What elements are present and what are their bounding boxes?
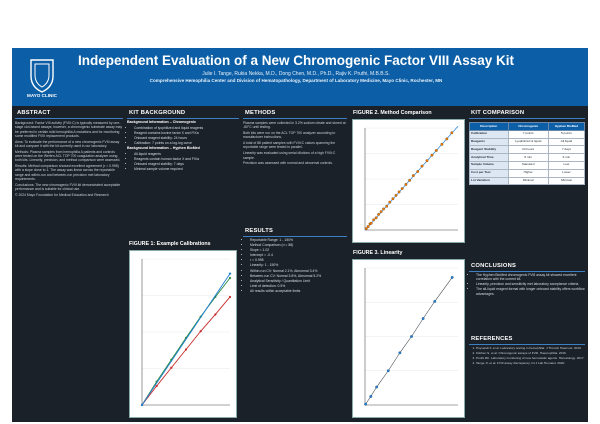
table-cell: Lyophilized & liquid <box>508 138 548 146</box>
list-item: • Combination of lyophilized and liquid reagents <box>134 126 239 130</box>
data-point <box>214 313 216 315</box>
methods-heading: METHODS <box>243 109 347 119</box>
table-row <box>470 169 585 177</box>
table-cell: Reagent Stability <box>470 146 509 154</box>
mayo-clinic-logo <box>20 56 64 100</box>
references-panel <box>469 335 585 419</box>
results-panel <box>243 227 347 419</box>
data-point <box>382 208 385 211</box>
data-point <box>431 154 434 157</box>
data-point <box>380 210 383 213</box>
methods-paragraph: Precision was assessed with normal and abnormal controls. <box>243 161 333 166</box>
figure1-panel <box>127 240 239 419</box>
table-cell: Reagents <box>470 138 509 146</box>
data-point <box>229 296 231 298</box>
results-heading: RESULTS <box>243 227 347 237</box>
table-cell: Calibration <box>470 130 509 138</box>
table-row <box>470 146 585 154</box>
data-point <box>416 170 419 173</box>
table-cell: Analytical Time <box>470 154 509 162</box>
kit-background-heading: KIT BACKGROUND <box>127 109 239 119</box>
results-list <box>243 238 347 293</box>
kit-background-subheading: Background Information – Hyphen BioMed <box>127 146 200 151</box>
table-cell: Cost per Test <box>470 169 509 177</box>
references-heading: REFERENCES <box>469 335 585 345</box>
data-point <box>451 276 454 279</box>
list-item: • Minimal sample volume required <box>134 167 239 171</box>
abstract-paragraph: Methods: Plasma samples from hemophilia A patients and controls were tested on the Werfen ACL TOP 700 coagulation analyzer using both kits. Linearity, precision, and method comparison were assessed. <box>15 149 121 163</box>
data-point <box>422 317 425 320</box>
table-cell: 24 hours <box>508 146 548 154</box>
figure3-chart-box <box>352 259 465 418</box>
data-point <box>387 369 390 372</box>
abstract-paragraph: Background: Factor VIII activity (FVIII:C) is typically measured by one-stage clot-based assays; however, a chromogenic substrate assay may be preferred in certain mild hemophilia A mutations and for monitoring some modified FVIII replacement products. <box>15 121 123 138</box>
abstract-paragraph: Aims: To evaluate the performance of a new chromogenic FVIII assay kit and compare it with the kit currently used in our laboratory. <box>15 139 120 148</box>
reference-item: 4. Tange JI, et al. FVIII assay discrepancy. Int J Lab Hematol. 2020. <box>476 361 585 365</box>
table-cell: Sample Volume <box>470 161 509 169</box>
table-cell: Lower <box>548 169 584 177</box>
table-cell: Higher <box>508 169 548 177</box>
data-point <box>433 300 436 303</box>
table-cell: Low <box>548 161 584 169</box>
data-point <box>375 386 378 389</box>
abstract-paragraph: Results: Method comparison showed excellent agreement (r = 0.998) with a slope close to 1. The assay was linear across the reportable range and within-run and between-run precision met laboratory requirements. <box>15 164 119 182</box>
methods-paragraph: A total of 88 patient samples with FVIII:C values spanning the reportable range were tested in parallel. <box>243 141 336 150</box>
table-row <box>470 161 585 169</box>
table-header-cell: Description <box>470 123 509 131</box>
data-point <box>392 197 395 200</box>
data-point <box>421 165 424 168</box>
table-cell: All liquid <box>548 138 584 146</box>
abstract-heading: ABSTRACT <box>15 109 123 119</box>
poster-stage <box>12 48 588 422</box>
table-header-cell: Hyphen BioMed <box>548 123 584 131</box>
data-point <box>185 348 187 350</box>
methods-paragraph: Linearity was evaluated using serial dilutions of a high FVIII:C sample. <box>243 151 336 160</box>
poster-header <box>12 48 588 106</box>
data-point <box>364 403 367 406</box>
data-point <box>408 179 411 182</box>
kit-background-panel <box>127 109 239 237</box>
kit-comparison-panel <box>469 109 585 259</box>
data-point <box>229 273 231 275</box>
data-point <box>370 222 373 225</box>
data-point <box>229 277 231 279</box>
data-point <box>370 395 373 398</box>
list-item: • All results within acceptable limits <box>250 289 347 293</box>
methods-paragraph: Plasma samples were collected in 3.2% sodium citrate and stored at -80°C until testing. <box>243 121 346 130</box>
list-item: • Between-run CV: Normal 3.8%, Abnormal 5.2% <box>250 274 347 278</box>
data-point <box>398 191 401 194</box>
conclusions-heading: CONCLUSIONS <box>469 262 585 272</box>
table-row <box>470 138 585 146</box>
figure1-title: FIGURE 1: Example Calibrations <box>127 240 239 248</box>
figure2-chart <box>353 120 464 242</box>
list-item: • Slope = 1.02 <box>250 248 347 252</box>
list-item: • Calibration: 7 points on a log-log curve <box>134 141 239 145</box>
fit-line <box>366 277 453 404</box>
conclusions-panel <box>469 262 585 332</box>
table-cell: 7 points <box>508 130 548 138</box>
kit-background-subheading: Background Information – Chromogenix <box>127 120 196 124</box>
abstract-paragraph: Conclusions: The new chromogenic FVIII kit demonstrated acceptable performance and is suitable for clinical use. <box>15 182 121 192</box>
data-point <box>141 404 143 406</box>
reference-item: 1. Peyvandi F, et al. Laboratory testing in hemophilia. J Thromb Haemost. 2016. <box>476 346 585 350</box>
figure1-chart-box <box>129 250 237 418</box>
data-point <box>435 149 438 152</box>
kit-background-list <box>127 126 239 146</box>
poster-authors: Julie I. Tange, Rukia Nekka, M.D., Dong Chen, M.D., Ph.D., Rajiv K. Pruthi, M.B.B.S. <box>202 71 390 77</box>
data-point <box>367 225 370 228</box>
kit-comparison-table <box>469 122 585 185</box>
list-item: • The all-liquid reagent format with longer onboard stability offers workflow advantages. <box>476 287 585 296</box>
table-cell: Minimal <box>508 177 548 185</box>
list-item: • Reportable Range: 1 - 150% <box>250 238 347 242</box>
data-point <box>410 335 413 338</box>
figure3-title: FIGURE 3. Linearity <box>351 249 465 257</box>
table-cell: Minimal <box>548 177 584 185</box>
table-cell: Standard <box>508 161 548 169</box>
table-cell: 6 min <box>548 154 584 162</box>
data-point <box>170 367 172 369</box>
abstract-panel <box>15 109 123 419</box>
figure2-panel <box>351 109 465 244</box>
table-header-row <box>470 123 585 131</box>
list-item: • All-liquid reagents <box>134 152 239 156</box>
logo-text: MAYO CLINIC <box>27 93 57 98</box>
methods-paragraph: Both kits were run on the ACL TOP 700 analyzer according to manufacturer instructions. <box>243 131 336 140</box>
data-point <box>441 143 444 146</box>
abstract-body <box>15 121 123 197</box>
table-cell: 8 min <box>508 154 548 162</box>
list-item: • Limit of detection: 0.5% <box>250 284 347 288</box>
series-line <box>142 274 230 405</box>
abstract-paragraph: © 2024 Mayo Foundation for Medical Education and Research <box>15 192 109 197</box>
data-point <box>451 131 454 134</box>
reference-item: 3. Pruthi RK. Laboratory monitoring of new hemostatic agents. Hematology. 2017. <box>476 356 585 360</box>
list-item: • r = 0.998 <box>250 258 347 262</box>
data-point <box>156 385 158 387</box>
data-point <box>399 351 402 354</box>
data-point <box>389 201 392 204</box>
list-item: • Reagents contain human factor X and FIXa <box>134 157 239 161</box>
list-item: • The Hyphen BioMed chromogenic FVIII assay kit showed excellent correlation with the current kit. <box>476 273 585 282</box>
figure3-chart <box>353 260 464 417</box>
list-item: • Linearity: 1 - 150% <box>250 263 347 267</box>
table-row <box>470 177 585 185</box>
kit-background-list <box>127 152 239 172</box>
list-item: • Intercept = -0.4 <box>250 253 347 257</box>
list-item: • Method Comparison (n = 88) <box>250 243 347 247</box>
data-point <box>200 330 202 332</box>
conclusions-list <box>469 273 585 296</box>
figure1-chart <box>130 251 236 417</box>
list-item: • Linearity, precision and sensitivity met laboratory acceptance criteria. <box>476 282 585 286</box>
table-row <box>470 130 585 138</box>
methods-body <box>243 121 347 166</box>
data-point <box>377 213 380 216</box>
poster-title: Independent Evaluation of a New Chromogenic Factor VIII Assay Kit <box>77 53 515 68</box>
data-point <box>385 205 388 208</box>
list-item: • Within-run CV: Normal 2.1%, Abnormal 3.4% <box>250 269 347 273</box>
data-point <box>372 219 375 222</box>
table-cell: Lot Variation <box>470 177 509 185</box>
references-list <box>469 346 585 365</box>
poster-affiliation: Comprehensive Hemophilia Center and Division of Hematopathology, Department of Laboratory Medicine, Mayo Clinic, Rochester, MN <box>149 78 443 83</box>
reference-item: 2. Kitchen S, et al. Chromogenic assays of FVIII. Haemophilia. 2016. <box>476 351 585 355</box>
data-point <box>426 159 429 162</box>
table-header-cell: Chromogenix <box>508 123 548 131</box>
list-item: • Reagent contains bovine factor X and FIXa <box>134 131 239 135</box>
list-item: • Analytical Sensitivity / Quantitation Limit <box>250 279 347 283</box>
table-cell: 7 days <box>548 146 584 154</box>
data-point <box>395 194 398 197</box>
figure2-title: FIGURE 2. Method Comparison <box>351 109 465 117</box>
kit-comparison-heading: KIT COMPARISON <box>469 109 585 119</box>
list-item: • Onboard reagent stability: 7 days <box>134 162 239 166</box>
figure2-chart-box <box>352 119 465 243</box>
table-cell: 5 points <box>548 130 584 138</box>
figure3-panel <box>351 249 465 419</box>
data-point <box>405 183 408 186</box>
data-point <box>446 138 449 141</box>
data-point <box>412 174 415 177</box>
data-point <box>375 216 378 219</box>
series-line <box>142 297 230 405</box>
table-row <box>470 154 585 162</box>
methods-panel <box>243 109 347 225</box>
data-point <box>401 187 404 190</box>
list-item: • Onboard reagent stability: 24 hours <box>134 136 239 140</box>
data-point <box>365 227 368 230</box>
